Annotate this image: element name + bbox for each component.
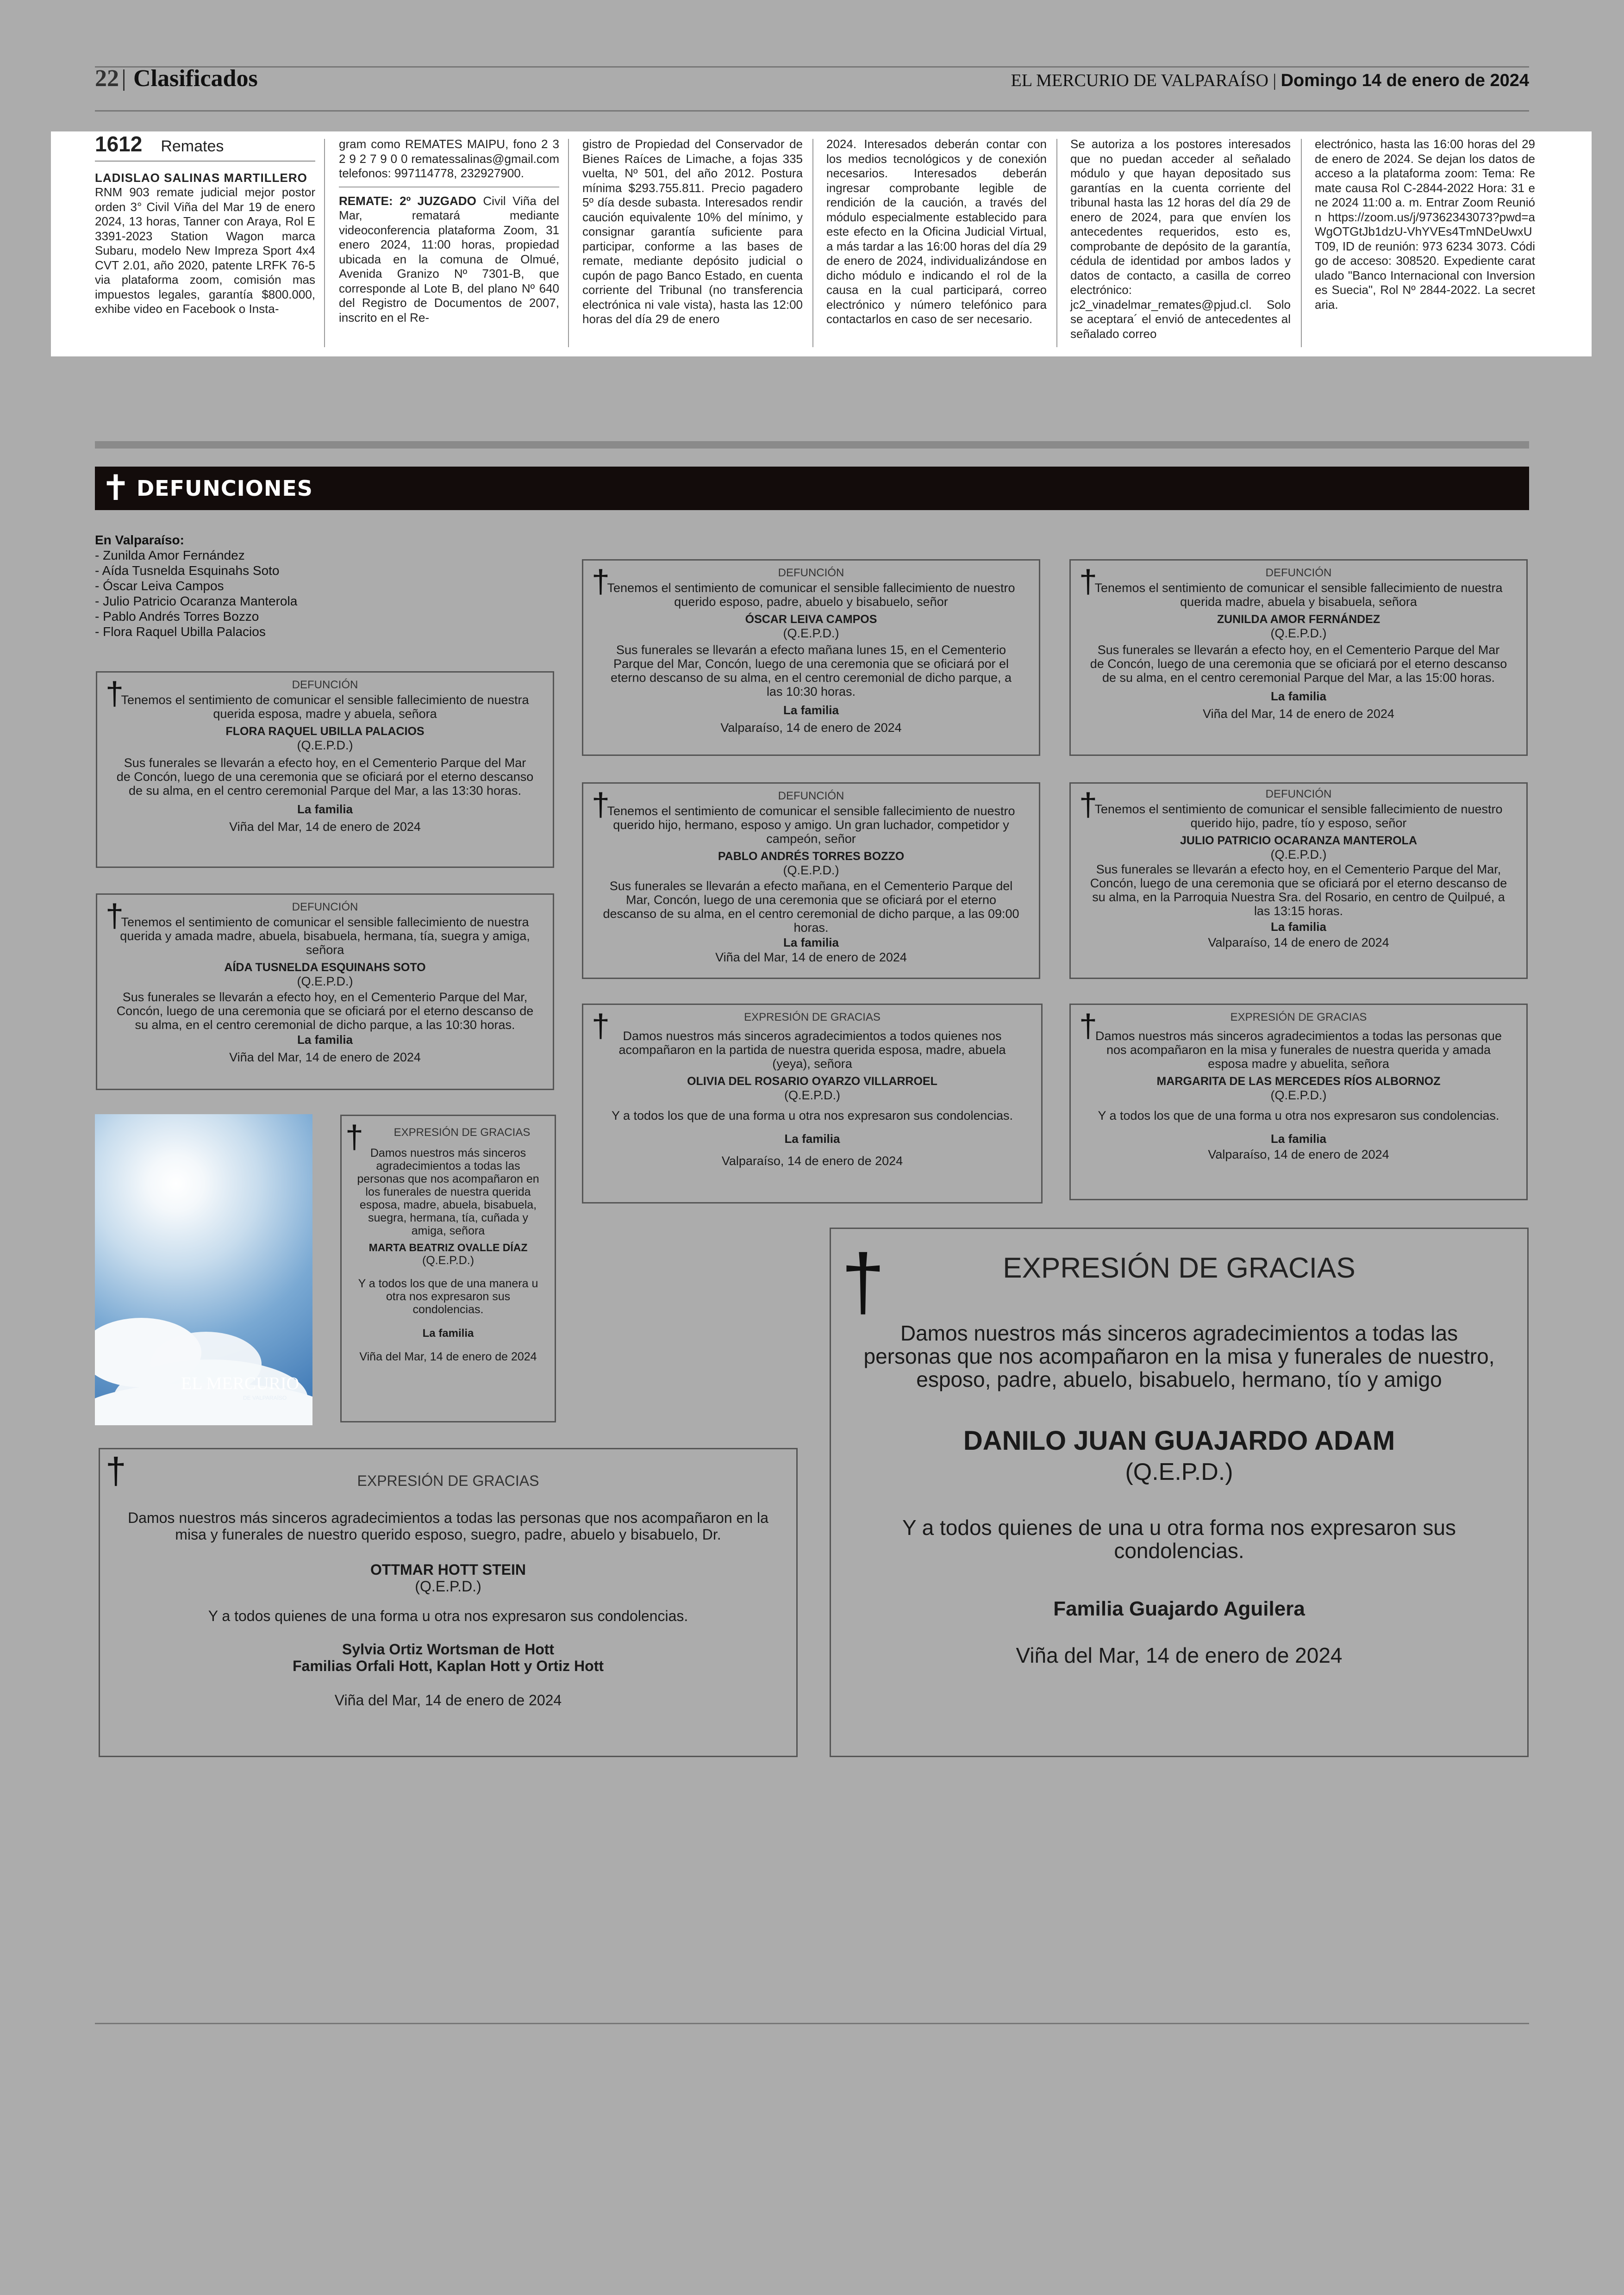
header-divider: [123, 69, 125, 91]
notice-margarita-rios: [1069, 1004, 1528, 1200]
list-item: - Pablo Andrés Torres Bozzo: [95, 609, 259, 624]
deaths-list: [95, 532, 297, 639]
remates-col-1: [95, 132, 315, 317]
list-item: - Julio Patricio Ocaranza Manterola: [95, 594, 298, 608]
cross-icon: †: [106, 898, 124, 934]
notice-qepd: (Q.E.P.D.): [415, 1578, 481, 1595]
cross-icon: †: [1079, 563, 1097, 599]
notice-family: La familia: [784, 1132, 840, 1146]
notice-family: La familia: [297, 802, 353, 816]
list-item: - Zunilda Amor Fernández: [95, 548, 245, 562]
remates-col-6: [1315, 137, 1535, 312]
notice-kicker: EXPRESIÓN DE GRACIAS: [1230, 1011, 1367, 1023]
notice-kicker: EXPRESIÓN DE GRACIAS: [357, 1472, 539, 1489]
notice-body: Sus funerales se llevarán a efecto hoy, en el Cementerio Parque del Mar de Concón, luego de una ceremonia que se oficiará por el eterno descanso de su alma, en el centro ceremonial Parque del Mar, a las 15:00 horas.: [1090, 643, 1507, 685]
notice-intro: Tenemos el sentimiento de comunicar el sensible fallecimiento de nuestro querido hijo, hermano, esposo y amigo. Un gran luchador, competidor y campeón, señor: [607, 804, 1015, 846]
column-rule: [324, 139, 325, 347]
notice-family: La familia: [783, 935, 839, 949]
notice-name: FLORA RAQUEL UBILLA PALACIOS: [225, 725, 425, 738]
notice-qepd: (Q.E.P.D.): [783, 626, 839, 640]
notice-family: La familia: [1271, 920, 1326, 934]
ad-brand: EL MERCURIO: [181, 1374, 300, 1393]
notice-intro: Tenemos el sentimiento de comunicar el sensible fallecimiento de nuestra querida y amada madre, abuela, bisabuela, hermana, tía, suegra y amiga, señora: [120, 915, 530, 957]
notice-kicker: DEFUNCIÓN: [292, 679, 358, 691]
remates-col-3: [582, 137, 803, 327]
remates-code: 1612: [95, 132, 143, 156]
notice-qepd: (Q.E.P.D.): [1125, 1459, 1233, 1485]
remate-2-continued: electrónico, hasta las 16:00 horas del 29 de enero de 2024. Se dejan los datos de acceso a la plataforma zoom: Tema: Remate causa Rol C-2844-2022 Hora: 31 ene 2024 11:00 a. m. Entrar Zoom Reunión https://zoom.us/j/97362343073?pwd=aWgOTGtJb1dzU-VhYVEs4TmNDeUwxUT09, ID de reunión: 973 6234 3073. Código de acceso: 308520. Expediente caratulado "Banco Internacional con Inversiones Suecia", Rol Nº 2844-2022. La secretaria.: [1315, 137, 1535, 312]
cross-icon: †: [1079, 786, 1097, 823]
header-top-rule: [95, 66, 1529, 68]
list-item: - Flora Raquel Ubilla Palacios: [95, 624, 266, 639]
section-rule: [95, 441, 1529, 449]
notice-intro: Damos nuestros más sinceros agradecimientos a todas las personas que nos acompañaron en los funerales de nuestra querida esposa, madre, abuela, bisabuela, suegra, hermana, tía, cuñada y amiga, señora: [357, 1147, 539, 1237]
notice-aida-esquinahs: [96, 893, 554, 1090]
notice-name: ÓSCAR LEIVA CAMPOS: [745, 613, 877, 626]
notice-place-date: Viña del Mar, 14 de enero de 2024: [715, 950, 907, 964]
notice-flora-ubilla: [96, 671, 554, 868]
notice-pablo-torres: [582, 782, 1040, 979]
cross-icon: †: [592, 563, 610, 599]
notice-body: Sus funerales se llevarán a efecto mañana lunes 15, en el Cementerio Parque del Mar, Concón, luego de una ceremonia que se oficiará por el eterno descanso de su alma, en el centro ceremonial de dicho parque, a las 10:30 horas.: [610, 643, 1012, 698]
notice-kicker: EXPRESIÓN DE GRACIAS: [394, 1126, 531, 1139]
notice-qepd: (Q.E.P.D.): [422, 1254, 475, 1267]
notice-body: Y a todos quienes de una u otra forma nos expresaron sus condolencias.: [902, 1515, 1456, 1563]
notice-qepd: (Q.E.P.D.): [1270, 848, 1327, 861]
remates-col-4: [826, 137, 1047, 327]
el-mercurio-ad-image: [95, 1114, 312, 1425]
notice-family: La familia: [297, 1033, 353, 1047]
remates-heading: [95, 132, 315, 162]
notice-qepd: (Q.E.P.D.): [1270, 1088, 1327, 1102]
page-number: 22: [95, 65, 119, 92]
remate-2-continued: gistro de Propiedad del Conservador de Bienes Raíces de Limache, a fojas 335 vuelta, Nº 501, del año 2012. Postura mínima $293.755.811. Precio pagadero 5º día desde subasta. Interesados rendir caución equivalente 10% del mínimo, y consignar garantía suficiente para participar, conforme a las bases de remate, mediante depósito judicial o cupón de pago Banco Estado, en cuenta corriente del Tribunal (no transferencia electrónica ni vale vista), hasta las 12:00 horas del día 29 de enero: [582, 137, 803, 326]
notice-qepd: (Q.E.P.D.): [783, 863, 839, 877]
remates-col-5: [1070, 137, 1291, 341]
column-rule: [812, 139, 813, 347]
remate-2-body: Civil Viña del Mar, rematará mediante videoconferencia plataforma Zoom, 31 enero 2024, 11:00 horas, propiedad ubicada en la comuna de Olmué, Avenida Granizo Nº 7301-B, que corresponde al Lote B, del plano Nº 640 del Registro de Documentos de 2007, inscrito en el Re-: [339, 193, 559, 324]
notice-place-date: Viña del Mar, 14 de enero de 2024: [359, 1350, 537, 1363]
notice-zunilda-amor: [1069, 559, 1528, 756]
notice-body: Sus funerales se llevarán a efecto mañana, en el Cementerio Parque del Mar, Concón, luego de una ceremonia que se oficiará por el eterno descanso de su alma, en el centro ceremonial de dicho parque, a las 09:00 horas.: [603, 879, 1019, 935]
paper-name: EL MERCURIO DE VALPARAÍSO: [1011, 71, 1268, 90]
notice-family: La familia: [1271, 1132, 1326, 1146]
notice-ottmar-hott: [99, 1448, 798, 1757]
cross-icon: †: [592, 786, 610, 823]
notice-kicker: DEFUNCIÓN: [1265, 788, 1332, 800]
notice-body: Y a todos los que de una forma u otra nos expresaron sus condolencias.: [1098, 1109, 1499, 1123]
deaths-list-heading: En Valparaíso:: [95, 533, 184, 547]
cross-icon: †: [345, 1119, 363, 1155]
cross-icon: †: [106, 1450, 126, 1491]
notice-place-date: Viña del Mar, 14 de enero de 2024: [1016, 1643, 1343, 1667]
notice-intro: Damos nuestros más sinceros agradecimientos a todas las personas que nos acompañaron en la misa y funerales de nuestra querida y amada esposa madre y abuelita, señora: [1095, 1029, 1502, 1071]
notice-qepd: (Q.E.P.D.): [1270, 626, 1327, 640]
notice-body: Y a todos quienes de una forma u otra nos expresaron sus condolencias.: [208, 1608, 688, 1624]
remates-title: Remates: [161, 137, 224, 155]
notice-intro: Tenemos el sentimiento de comunicar el sensible fallecimiento de nuestro querido esposo, padre, abuelo y bisabuelo, señor: [607, 581, 1015, 609]
notice-marta-ovalle: [340, 1115, 556, 1422]
notice-place-date: Valparaíso, 14 de enero de 2024: [721, 1154, 903, 1168]
notice-kicker: DEFUNCIÓN: [1265, 567, 1332, 579]
notice-place-date: Valparaíso, 14 de enero de 2024: [720, 721, 902, 735]
notice-intro: Damos nuestros más sinceros agradecimientos a todas las personas que nos acompañaron en la misa y funerales de nuestro querido esposo, suegro, padre, abuelo y bisabuelo, Dr.: [128, 1509, 768, 1543]
notice-family: Familias Orfali Hott, Kaplan Hott y Ortiz Hott: [292, 1658, 604, 1674]
header-bottom-rule: [95, 110, 1529, 112]
notice-kicker: EXPRESIÓN DE GRACIAS: [1003, 1252, 1355, 1284]
cross-icon: †: [1079, 1008, 1097, 1044]
notice-family: La familia: [783, 703, 839, 717]
column-rule: [1301, 139, 1302, 347]
notice-intro: Tenemos el sentimiento de comunicar el sensible fallecimiento de nuestra querida madre, abuela y bisabuela, señora: [1094, 581, 1503, 609]
notice-body: Y a todos los que de una manera u otra nos expresaron sus condolencias.: [358, 1277, 538, 1316]
notice-julio-ocaranza: [1069, 782, 1528, 979]
remate-1-text: RNM 903 remate judicial mejor postor orden 3° Civil Viña del Mar 19 de enero 2024, 13 horas, Tanner con Araya, Rol E 3391-2023 Station Wagon marca Subaru, modelo New Impreza Sport 4x4 CVT 2.01, año 2020, patente LRFK 76-5 via plataforma zoom, comisión mas impuestos legales, garantía $800.000, exhibe video en Facebook o Insta-: [95, 185, 315, 316]
cross-icon: †: [106, 675, 124, 711]
notice-body: Sus funerales se llevarán a efecto hoy, en el Cementerio Parque del Mar de Concón, luego de una ceremonia que se oficiará por el eterno descanso de su alma, en el centro ceremonial Parque del Mar, a las 13:30 horas.: [116, 756, 534, 798]
notice-family: La familia: [422, 1327, 474, 1340]
notice-qepd: (Q.E.P.D.): [784, 1088, 841, 1102]
notice-family: La familia: [1271, 689, 1326, 703]
notice-name: ZUNILDA AMOR FERNÁNDEZ: [1217, 613, 1380, 626]
notice-body: Y a todos los que de una forma u otra nos expresaron sus condolencias.: [611, 1109, 1013, 1123]
header-separator: |: [1273, 71, 1281, 90]
page-bottom-rule: [95, 2023, 1529, 2024]
notice-body: Sus funerales se llevarán a efecto hoy, en el Cementerio Parque del Mar, Concón, luego de una ceremonia que se oficiará por el eterno descanso de su alma, en el centro ceremonial de dicho parque, a las 10:30 horas.: [116, 990, 534, 1032]
notice-qepd: (Q.E.P.D.): [297, 738, 353, 752]
notice-family: Familia Guajardo Aguilera: [1053, 1597, 1305, 1620]
notice-kicker: DEFUNCIÓN: [778, 567, 844, 579]
defunciones-banner: [95, 467, 1529, 510]
notice-danilo-guajardo: [830, 1228, 1529, 1757]
notice-name: MARTA BEATRIZ OVALLE DÍAZ: [369, 1241, 528, 1254]
remate-1-lead: LADISLAO SALINAS MARTILLERO: [95, 170, 307, 185]
notice-intro: Damos nuestros más sinceros agradecimientos a todas las personas que nos acompañaron en la misa y funerales de nuestro, esposo, padre, abuelo, bisabuelo, hermano, tío y amigo: [863, 1321, 1495, 1391]
notice-name: AÍDA TUSNELDA ESQUINAHS SOTO: [224, 961, 426, 974]
notice-name: DANILO JUAN GUAJARDO ADAM: [963, 1426, 1395, 1456]
notice-qepd: (Q.E.P.D.): [297, 974, 353, 988]
paper-date: [1011, 70, 1529, 91]
notice-intro: Damos nuestros más sinceros agradecimientos a todos quienes nos acompañaron en la partida de nuestra querida esposa, madre, abuela (yeya), señora: [618, 1029, 1006, 1071]
remate-2-continued: 2024. Interesados deberán contar con los medios tecnológicos y de conexión necesarios. Interesados deberán ingresar comprobante legible de rendición de la caución, a través del módulo especialmente establecido para este efecto en la Oficina Judicial Virtual, a más tardar a las 16:00 horas del día 29 de enero de 2024, individualizándose en dicho módulo e indicando el rol de la causa en la cual participará, correo electrónico y número telefónico para contactarlos en caso de ser necesario.: [826, 137, 1047, 326]
remates-section: [51, 131, 1592, 356]
notice-olivia-oyarzo: [582, 1004, 1043, 1204]
list-item: - Aída Tusnelda Esquinahs Soto: [95, 563, 280, 578]
notice-name: JULIO PATRICIO OCARANZA MANTEROLA: [1180, 834, 1417, 847]
notice-oscar-leiva: [582, 559, 1040, 756]
remate-2-continued: Se autoriza a los postores interesados que no puedan acceder al señalado módulo y que hayan depositado sus garantías en la cuenta corriente del tribunal hasta las 12 horas del día 29 de enero de 2024, para que envíen los antecedentes requeridos, esto es, comprobante de depósito de la garantía, cédula de identidad por ambos lados y datos de contacto, a casilla de correo electrónico: jc2_vinadelmar_remates@pjud.cl. Solo se aceptara´ el envió de antecedentes al señalado correo: [1070, 137, 1291, 341]
notice-intro: Tenemos el sentimiento de comunicar el sensible fallecimiento de nuestro querido hijo, padre, tío y esposo, señor: [1094, 802, 1503, 830]
remates-col-2: [339, 137, 559, 325]
notice-place-date: Valparaíso, 14 de enero de 2024: [1208, 935, 1389, 949]
notice-place-date: Viña del Mar, 14 de enero de 2024: [229, 1050, 421, 1064]
remate-2-text: [339, 194, 559, 325]
notice-name: PABLO ANDRÉS TORRES BOZZO: [718, 850, 905, 863]
notice-place-date: Viña del Mar, 14 de enero de 2024: [334, 1692, 562, 1709]
notice-kicker: EXPRESIÓN DE GRACIAS: [744, 1011, 881, 1023]
list-item: - Óscar Leiva Campos: [95, 579, 224, 593]
notice-place-date: Viña del Mar, 14 de enero de 2024: [1203, 707, 1394, 721]
section-title: Clasificados: [133, 65, 258, 92]
notice-place-date: Valparaíso, 14 de enero de 2024: [1208, 1148, 1389, 1161]
notice-body: Sus funerales se llevarán a efecto hoy, en el Cementerio Parque del Mar, Concón, luego de una ceremonia que se oficiará por el eterno descanso de su alma, en la Parroquia Nuestra Sra. del Rosario, en centro de Quilpué, a las 13:15 horas.: [1090, 862, 1507, 918]
notice-family: Sylvia Ortiz Wortsman de Hott: [342, 1641, 555, 1658]
column-rule: [568, 139, 569, 347]
cross-icon: †: [841, 1238, 885, 1326]
notice-kicker: DEFUNCIÓN: [292, 901, 358, 913]
notice-name: OLIVIA DEL ROSARIO OYARZO VILLARROEL: [687, 1075, 937, 1088]
remate-2-lead: REMATE: 2º JUZGADO: [339, 193, 476, 208]
ad-brand-sub: DE VALPARAÍSO: [243, 1395, 287, 1401]
notice-kicker: DEFUNCIÓN: [778, 790, 844, 802]
notice-intro: Tenemos el sentimiento de comunicar el sensible fallecimiento de nuestra querida esposa, madre y abuela, señora: [121, 693, 529, 721]
notice-name: OTTMAR HOTT STEIN: [370, 1561, 526, 1578]
column-rule: [1056, 139, 1057, 347]
cross-icon: †: [592, 1008, 610, 1044]
issue-date: Domingo 14 de enero de 2024: [1280, 71, 1529, 90]
cross-icon: ✝: [101, 468, 131, 508]
defunciones-title: DEFUNCIONES: [137, 476, 313, 501]
notice-name: MARGARITA DE LAS MERCEDES RÍOS ALBORNOZ: [1156, 1075, 1441, 1088]
notice-place-date: Viña del Mar, 14 de enero de 2024: [229, 820, 421, 834]
remate-1-continued: gram como REMATES MAIPU, fono 2 3 2 9 2 7 9 0 0 rematessalinas@gmail.com telefonos: 997114778, 232927900.: [339, 137, 559, 180]
